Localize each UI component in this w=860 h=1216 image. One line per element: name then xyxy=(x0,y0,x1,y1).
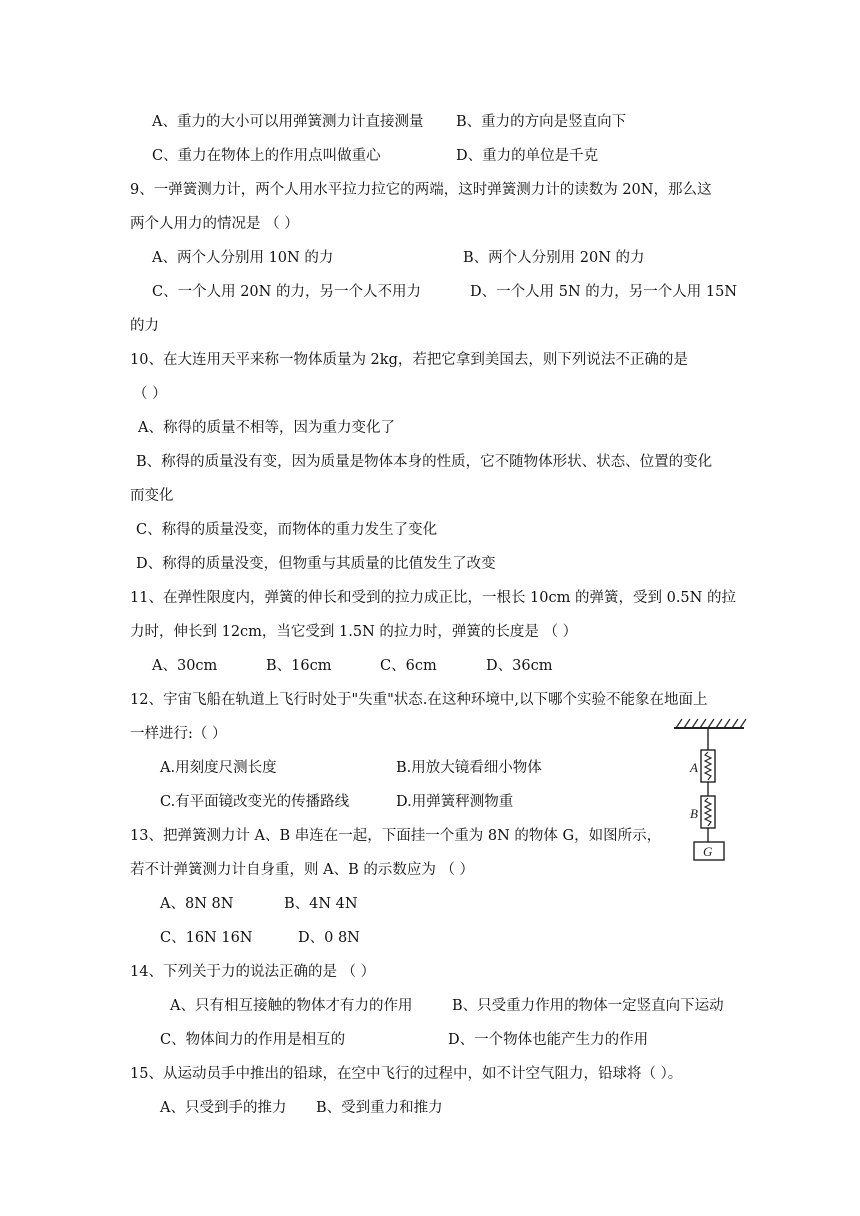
text-line: C、称得的质量没变，而物体的重力发生了变化 xyxy=(136,522,438,538)
text-line: D、36cm xyxy=(486,658,553,674)
text-line: A、两个人分别用 10N 的力 xyxy=(152,250,334,266)
text-line: B、16cm xyxy=(266,658,332,674)
text-line: （ ） xyxy=(133,386,167,402)
text-line: A、称得的质量不相等，因为重力变化了 xyxy=(138,420,395,436)
text-line: 两个人用力的情况是 （ ） xyxy=(130,216,299,232)
text-line: 10、在大连用天平来称一物体质量为 2kg，若把它拿到美国去，则下列说法不正确的是 xyxy=(130,352,688,368)
text-line: B、两个人分别用 20N 的力 xyxy=(463,250,645,266)
label-a: A xyxy=(690,760,698,775)
text-line: B、重力的方向是竖直向下 xyxy=(456,114,627,130)
text-line: C、6cm xyxy=(380,658,437,674)
text-line: 13、把弹簧测力计 A、B 串连在一起，下面挂一个重为 8N 的物体 G，如图所示， xyxy=(130,828,662,844)
text-line: D、一个物体也能产生力的作用 xyxy=(448,1032,649,1048)
spring-coil-a xyxy=(705,752,711,780)
text-line: 11、在弹性限度内，弹簧的伸长和受到的拉力成正比，一根长 10cm 的弹簧，受到 0.5N 的拉 xyxy=(130,590,736,606)
text-line: 而变化 xyxy=(130,488,174,504)
text-line: C、重力在物体上的作用点叫做重心 xyxy=(152,148,381,164)
label-g: G xyxy=(703,844,713,859)
text-line: 若不计弹簧测力计自身重，则 A、B 的示数应为 （ ） xyxy=(130,862,475,878)
text-line: D、重力的单位是千克 xyxy=(456,148,599,164)
text-line: B、受到重力和推力 xyxy=(316,1100,443,1116)
text-line: D.用弹簧秤测物重 xyxy=(396,794,514,810)
text-line: 一样进行:（ ） xyxy=(130,726,227,742)
text-line: 的力 xyxy=(130,318,159,334)
spring-coil-b xyxy=(705,798,711,826)
spring-scales-figure xyxy=(670,714,748,864)
text-line: A、重力的大小可以用弹簧测力计直接测量 xyxy=(152,114,424,130)
text-line: C、16N 16N xyxy=(160,930,253,946)
text-line: A、只有相互接触的物体才有力的作用 xyxy=(170,998,413,1014)
text-line: C、物体间力的作用是相互的 xyxy=(160,1032,346,1048)
text-line: 力时，伸长到 12cm，当它受到 1.5N 的拉力时，弹簧的长度是 （ ） xyxy=(130,624,578,640)
text-line: 14、下列关于力的说法正确的是 （ ） xyxy=(130,964,376,980)
text-line: A、8N 8N xyxy=(160,896,234,912)
text-line: D、一个人用 5N 的力，另一个人用 15N xyxy=(470,284,738,300)
text-line: 9、一弹簧测力计，两个人用水平拉力拉它的两端，这时弹簧测力计的读数为 20N，那么这 xyxy=(130,182,712,198)
text-line: 12、宇宙飞船在轨道上飞行时处于"失重"状态.在这种环境中,以下哪个实验不能象在地面上 xyxy=(130,692,708,708)
text-line: B、称得的质量没有变，因为质量是物体本身的性质，它不随物体形状、状态、位置的变化 xyxy=(136,454,713,470)
label-b: B xyxy=(690,806,698,821)
text-line: C.有平面镜改变光的传播路线 xyxy=(160,794,350,810)
ceiling-hatch xyxy=(676,719,746,728)
text-line: B.用放大镜看细小物体 xyxy=(396,760,542,776)
text-line: B、只受重力作用的物体一定竖直向下运动 xyxy=(452,998,724,1014)
text-line: 15、从运动员手中推出的铅球，在空中飞行的过程中，如不计空气阻力，铅球将（ ）。 xyxy=(130,1066,683,1082)
text-line: B、4N 4N xyxy=(284,896,358,912)
text-line: D、称得的质量没变，但物重与其质量的比值发生了改变 xyxy=(136,556,496,572)
text-line: D、0 8N xyxy=(298,930,360,946)
text-line: C、一个人用 20N 的力，另一个人不用力 xyxy=(152,284,421,300)
text-line: A、30cm xyxy=(152,658,218,674)
text-line: A、只受到手的推力 xyxy=(160,1100,287,1116)
text-line: A.用刻度尺测长度 xyxy=(160,760,277,776)
